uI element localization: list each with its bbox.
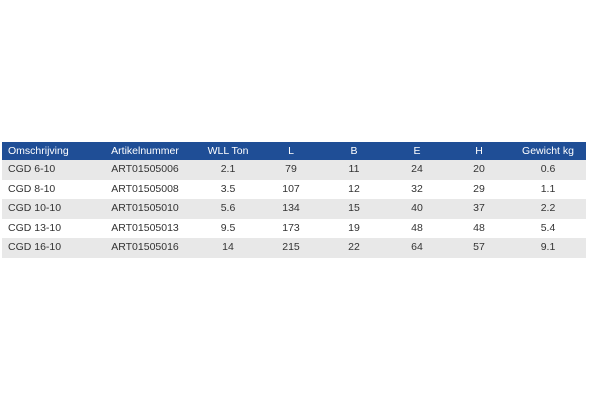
cell-gewicht-kg: 5.4 (540, 221, 556, 234)
cell-l: 215 (282, 241, 300, 254)
cell-e: 48 (411, 221, 423, 234)
cell-e: 32 (411, 182, 423, 195)
cell-b: 12 (348, 182, 360, 195)
table-header-row (2, 142, 586, 160)
header-b: B (350, 145, 358, 157)
cell-gewicht-kg: 2.2 (540, 202, 556, 215)
cell-artikelnummer: ART01505016 (111, 241, 179, 254)
cell-b: 15 (348, 202, 360, 215)
cell-wll-ton: 14 (222, 241, 234, 254)
header-omschrijving: Omschrijving (8, 145, 69, 157)
cell-omschrijving: CGD 10-10 (8, 202, 62, 215)
header-h: H (475, 145, 483, 157)
table-row (2, 199, 586, 219)
cell-wll-ton: 9.5 (220, 221, 236, 234)
header-gewicht-kg: Gewicht kg (522, 145, 574, 157)
cell-omschrijving: CGD 16-10 (8, 241, 62, 254)
header-artikelnummer: Artikelnummer (111, 145, 179, 157)
cell-artikelnummer: ART01505006 (111, 163, 179, 176)
cell-omschrijving: CGD 8-10 (8, 182, 56, 195)
table-row (2, 160, 586, 180)
cell-gewicht-kg: 0.6 (540, 163, 556, 176)
table-row (2, 180, 586, 200)
table-row (2, 238, 586, 258)
cell-h: 48 (473, 221, 485, 234)
header-wll-ton: WLL Ton (207, 145, 249, 157)
cell-omschrijving: CGD 6-10 (8, 163, 56, 176)
table-row (2, 219, 586, 239)
header-e: E (413, 145, 421, 157)
cell-h: 20 (473, 163, 485, 176)
cell-artikelnummer: ART01505013 (111, 221, 179, 234)
cell-b: 22 (348, 241, 360, 254)
cell-artikelnummer: ART01505010 (111, 202, 179, 215)
cell-omschrijving: CGD 13-10 (8, 221, 62, 234)
cell-b: 19 (348, 221, 360, 234)
product-spec-table (2, 142, 586, 258)
cell-gewicht-kg: 9.1 (540, 241, 556, 254)
cell-wll-ton: 5.6 (220, 202, 236, 215)
cell-e: 24 (411, 163, 423, 176)
cell-h: 37 (473, 202, 485, 215)
cell-e: 64 (411, 241, 423, 254)
cell-e: 40 (411, 202, 423, 215)
cell-l: 134 (282, 202, 300, 215)
cell-artikelnummer: ART01505008 (111, 182, 179, 195)
cell-l: 79 (285, 163, 297, 176)
header-l: L (288, 145, 294, 157)
cell-gewicht-kg: 1.1 (540, 182, 556, 195)
cell-l: 107 (282, 182, 300, 195)
cell-l: 173 (282, 221, 300, 234)
cell-wll-ton: 3.5 (220, 182, 236, 195)
cell-h: 29 (473, 182, 485, 195)
cell-h: 57 (473, 241, 485, 254)
cell-wll-ton: 2.1 (220, 163, 236, 176)
cell-b: 11 (348, 163, 360, 176)
